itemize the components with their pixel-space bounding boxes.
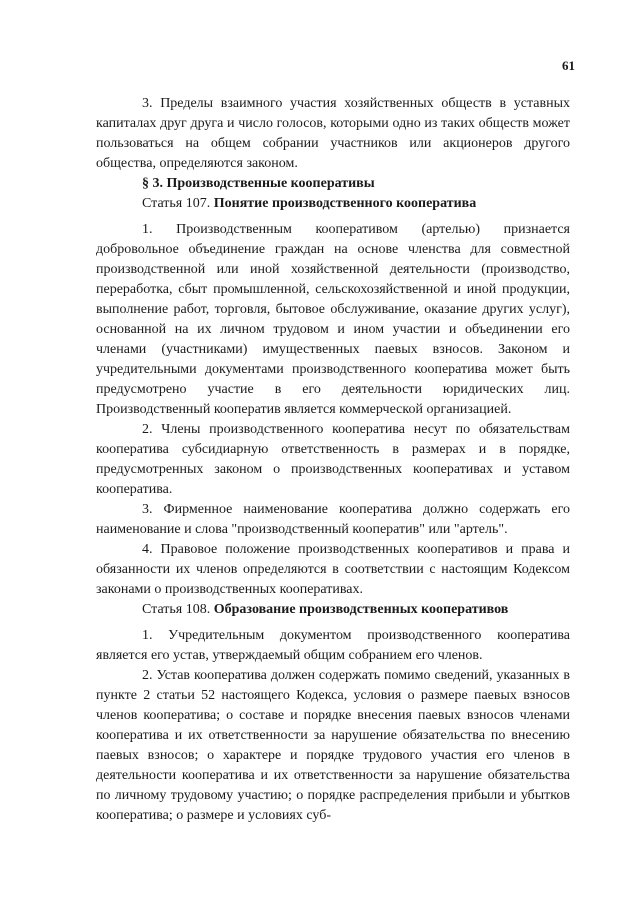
document-body: [96, 94, 570, 826]
article-107-title: Понятие производственного кооператива: [213, 196, 477, 211]
article-107-paragraph-3: 3. Фирменное наименование кооператива должно содержать его наименование и слова "производственный кооператив" или "артель".: [96, 502, 570, 537]
article-107-prefix: Статья 107.: [142, 196, 211, 211]
article-107-heading: [96, 194, 570, 214]
article-107-paragraph-2: 2. Члены производственного кооператива несут по обязательствам кооператива субсидиарную ответственность в размерах и в порядке, предусмотренных законом о производственных кооперативах и уставом кооператива.: [96, 422, 570, 497]
article-107-paragraph-4: 4. Правовое положение производственных кооперативов и права и обязанности их членов определяются в соответствии с настоящим Кодексом законами о производственных кооперативах.: [96, 542, 570, 597]
article-108-title: Образование производственных кооперативов: [213, 602, 509, 617]
article-108-paragraph-1: 1. Учредительным документом производственного кооператива является его устав, утверждаемый общим собранием его членов.: [96, 628, 570, 663]
article-108-heading: [96, 600, 570, 620]
article-108-paragraph-2: 2. Устав кооператива должен содержать помимо сведений, указанных в пункте 2 статьи 52 настоящего Кодекса, условия о размере паевых взносов членов кооператива; о составе и порядке внесения паевых взносов членами кооператива и их ответственности за нарушение обязательства по внесению паевых взносов; о характере и порядке трудового участия его членов в деятельности кооператива и их ответственности за нарушение обязательства по личному трудовому участию; о порядке распределения прибыли и убытков кооператива; о размере и условиях суб-: [96, 668, 570, 823]
article-108-prefix: Статья 108.: [142, 602, 211, 617]
intro-paragraph: 3. Пределы взаимного участия хозяйственных обществ в уставных капиталах друг друга и число голосов, которыми одно из таких обществ может пользоваться на общем собрании участников или акционеров другого общества, определяются законом.: [96, 96, 570, 171]
section-title: § 3. Производственные кооперативы: [142, 176, 375, 191]
page-number: 61: [562, 58, 575, 73]
article-107-paragraph-1: 1. Производственным кооперативом (артелью) признается добровольное объединение граждан на основе членства для совместной производственной или иной хозяйственной деятельности (производство, переработка, сбыт промышленной, сельскохозяйственной и иной продукции, выполнение работ, торговля, бытовое обслуживание, оказание других услуг), основанной на их личном трудовом и ином участии и объединении его членами (участниками) имущественных паевых взносов. Законом и учредительными документами производственного кооператива может быть предусмотрено участие в его деятельности юридических лиц. Производственный кооператив является коммерческой организацией.: [96, 222, 570, 417]
section-heading: [96, 174, 570, 194]
